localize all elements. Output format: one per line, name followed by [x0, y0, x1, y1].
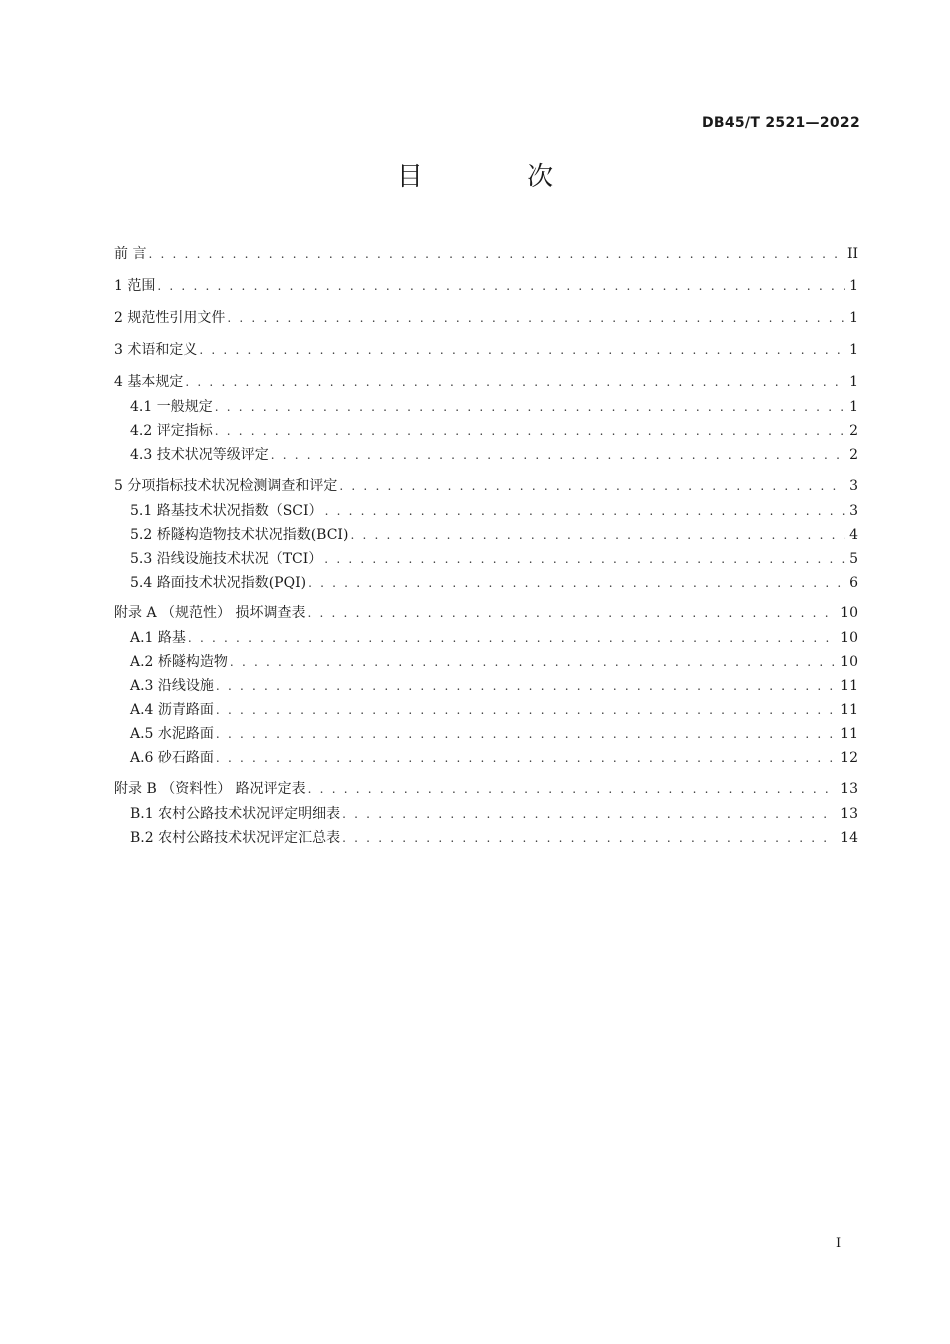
toc-entry-label: A.5 水泥路面 — [130, 726, 214, 742]
toc-entry[interactable] — [130, 573, 858, 593]
toc-entry-page: 12 — [840, 750, 858, 766]
toc-entry-label: A.4 沥青路面 — [130, 702, 214, 718]
toc-dot-leader — [216, 676, 836, 696]
toc-entry[interactable] — [130, 501, 858, 521]
toc-dot-leader — [342, 804, 836, 824]
toc-entry[interactable] — [114, 244, 858, 264]
toc-entry[interactable] — [114, 340, 858, 360]
toc-dot-leader — [188, 628, 836, 648]
toc-entry-page: 10 — [840, 605, 858, 621]
toc-entry-label: B.1 农村公路技术状况评定明细表 — [130, 806, 341, 822]
toc-entry-label: A.1 路基 — [130, 630, 186, 646]
toc-entry-page: 11 — [840, 702, 858, 718]
toc-dot-leader — [227, 308, 845, 328]
toc-dot-leader — [308, 573, 845, 593]
toc-entry-page: 3 — [849, 478, 858, 494]
toc-entry-page: 4 — [849, 527, 858, 543]
toc-entry-label: 5.3 沿线设施技术状况（TCI） — [130, 551, 323, 567]
toc-entry-label: B.2 农村公路技术状况评定汇总表 — [130, 830, 341, 846]
toc-entry-page: 2 — [849, 447, 858, 463]
toc-entry-page: 10 — [840, 630, 858, 646]
toc-entry-page: 1 — [849, 278, 858, 294]
toc-entry-label: A.2 桥隧构造物 — [130, 654, 228, 670]
toc-entry-label: 3 术语和定义 — [114, 342, 198, 358]
toc-dot-leader — [215, 421, 845, 441]
toc-entry-page: II — [846, 246, 858, 262]
toc-entry-label: 2 规范性引用文件 — [114, 310, 226, 326]
toc-entry-label: 4.2 评定指标 — [130, 423, 213, 439]
toc-entry[interactable] — [130, 628, 858, 648]
toc-entry-label: 5.2 桥隧构造物技术状况指数(BCI) — [130, 527, 349, 543]
toc-entry-label: 1 范围 — [114, 278, 156, 294]
toc-entry-page: 11 — [840, 726, 858, 742]
toc-dot-leader — [148, 244, 842, 264]
toc-entry-page: 3 — [849, 503, 858, 519]
toc-dot-leader — [230, 652, 836, 672]
toc-entry-label: A.6 砂石路面 — [130, 750, 214, 766]
toc-entry-page: 1 — [849, 399, 858, 415]
toc-entry[interactable] — [130, 421, 858, 441]
toc-entry[interactable] — [130, 549, 858, 569]
toc-entry-page: 10 — [840, 654, 858, 670]
toc-entry[interactable] — [130, 804, 858, 824]
toc-dot-leader — [339, 476, 845, 496]
toc-entry[interactable] — [130, 748, 858, 768]
toc-dot-leader — [271, 445, 845, 465]
page-number: I — [836, 1236, 842, 1251]
toc-entry[interactable] — [114, 603, 858, 623]
standard-code: DB45/T 2521—2022 — [701, 115, 860, 131]
toc-dot-leader — [157, 276, 845, 296]
toc-entry-page: 1 — [849, 374, 858, 390]
toc-entry[interactable] — [130, 652, 858, 672]
toc-entry[interactable] — [114, 779, 858, 799]
toc-entry-page: 5 — [849, 551, 858, 567]
toc-entry-page: 13 — [840, 781, 858, 797]
toc-dot-leader — [350, 525, 845, 545]
toc-entry[interactable] — [114, 276, 858, 296]
toc-entry-label: 4.3 技术状况等级评定 — [130, 447, 269, 463]
toc-dot-leader — [216, 748, 836, 768]
toc-entry[interactable] — [130, 700, 858, 720]
toc-entry-label: 5.4 路面技术状况指数(PQI) — [130, 575, 307, 591]
toc-dot-leader — [185, 372, 845, 392]
toc-dot-leader — [342, 828, 836, 848]
toc-dot-leader — [324, 549, 845, 569]
toc-entry[interactable] — [130, 445, 858, 465]
toc-entry-page: 2 — [849, 423, 858, 439]
toc-entry-label: 4.1 一般规定 — [130, 399, 213, 415]
toc-dot-leader — [325, 501, 846, 521]
toc-entry-label: A.3 沿线设施 — [130, 678, 214, 694]
toc-entry[interactable] — [130, 397, 858, 417]
toc-entry-label: 5 分项指标技术状况检测调查和评定 — [114, 478, 338, 494]
toc-dot-leader — [199, 340, 845, 360]
toc-entry-label: 前 言 — [114, 246, 147, 262]
toc-entry-label: 附录 B （资料性） 路况评定表 — [114, 781, 306, 797]
toc-dot-leader — [216, 724, 836, 744]
page-title: 目 次 — [396, 162, 602, 192]
toc-entry-label: 附录 A （规范性） 损坏调查表 — [114, 605, 306, 621]
toc-entry[interactable] — [130, 525, 858, 545]
toc-entry[interactable] — [114, 308, 858, 328]
toc-entry-page: 1 — [849, 342, 858, 358]
toc-entry[interactable] — [114, 372, 858, 392]
toc-entry-label: 5.1 路基技术状况指数（SCI） — [130, 503, 323, 519]
toc-entry-page: 14 — [840, 830, 858, 846]
toc-dot-leader — [215, 397, 845, 417]
toc-entry-page: 13 — [840, 806, 858, 822]
toc-entry[interactable] — [130, 828, 858, 848]
toc-entry[interactable] — [114, 476, 858, 496]
toc-entry[interactable] — [130, 676, 858, 696]
toc-dot-leader — [307, 603, 836, 623]
toc-entry-page: 1 — [849, 310, 858, 326]
toc-dot-leader — [216, 700, 836, 720]
toc-entry[interactable] — [130, 724, 858, 744]
toc-entry-label: 4 基本规定 — [114, 374, 184, 390]
toc-entry-page: 11 — [840, 678, 858, 694]
toc-dot-leader — [308, 779, 837, 799]
toc-entry-page: 6 — [849, 575, 858, 591]
